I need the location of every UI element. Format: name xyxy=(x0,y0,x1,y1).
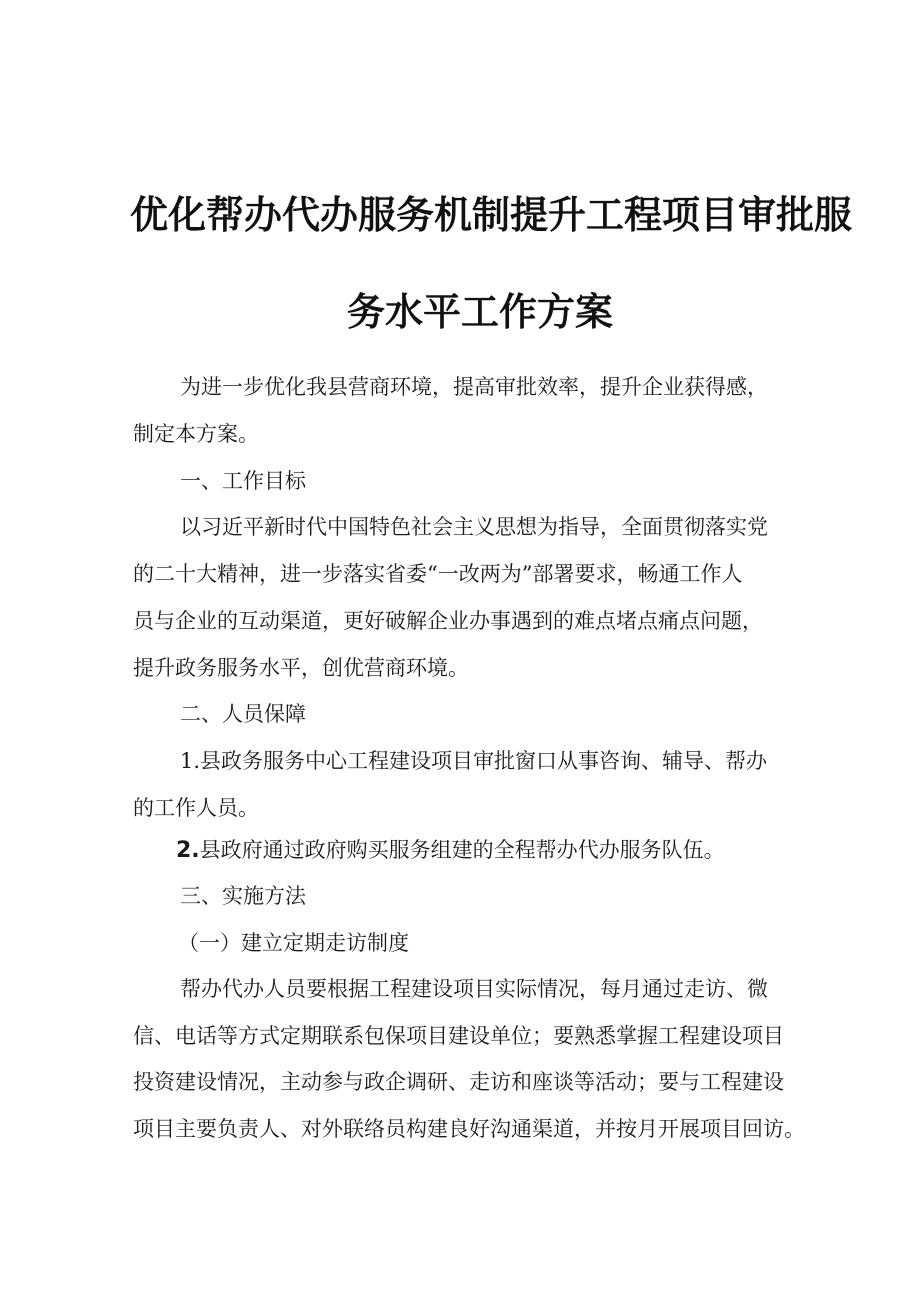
section-2-item-2 xyxy=(176,834,725,864)
document-title-line-2: 务水平工作方案 xyxy=(347,290,614,334)
section-2-item-1-line-1: 1.县政务服务中心工程建设项目审批窗口从事咨询、辅导、帮办 xyxy=(180,749,768,773)
section-3-heading: 三、实施方法 xyxy=(180,884,306,908)
section-1-paragraph-line-3: 员与企业的互动渠道，更好破解企业办事遇到的难点堵点痛点问题， xyxy=(133,609,763,633)
section-3-subheading-1: （一）建立定期走访制度 xyxy=(178,931,409,955)
section-1-heading: 一、工作目标 xyxy=(180,469,306,493)
section-1-paragraph-line-1: 以习近平新时代中国特色社会主义思想为指导，全面贯彻落实党 xyxy=(180,515,768,539)
section-3-paragraph-line-1: 帮办代办人员要根据工程建设项目实际情况，每月通过走访、微 xyxy=(180,977,768,1001)
section-2-heading: 二、人员保障 xyxy=(180,702,306,726)
section-3-paragraph-line-2: 信、电话等方式定期联系包保项目建设单位；要熟悉掌握工程建设项目 xyxy=(133,1024,784,1048)
intro-paragraph-line-2: 制定本方案。 xyxy=(133,422,259,446)
intro-paragraph-line-1: 为进一步优化我县营商环境，提高审批效率，提升企业获得感， xyxy=(180,375,768,399)
section-2-item-1-line-2: 的工作人员。 xyxy=(133,796,259,820)
section-1-paragraph-line-2: 的二十大精神，进一步落实省委“一改两为”部署要求，畅通工作人 xyxy=(133,562,743,586)
section-3-paragraph-line-4: 项目主要负责人、对外联络员构建良好沟通渠道，并按月开展项目回访。 xyxy=(133,1117,805,1141)
document-title-line-1: 优化帮办代办服务机制提升工程项目审批服 xyxy=(130,193,853,237)
section-1-paragraph-line-4: 提升政务服务水平，创优营商环境。 xyxy=(133,656,469,680)
section-2-item-2-number: 2. xyxy=(176,838,200,863)
section-2-item-2-text: 县政府通过政府购买服务组建的全程帮办代办服务队伍。 xyxy=(199,838,725,862)
section-3-paragraph-line-3: 投资建设情况，主动参与政企调研、走访和座谈等活动；要与工程建设 xyxy=(133,1070,784,1094)
